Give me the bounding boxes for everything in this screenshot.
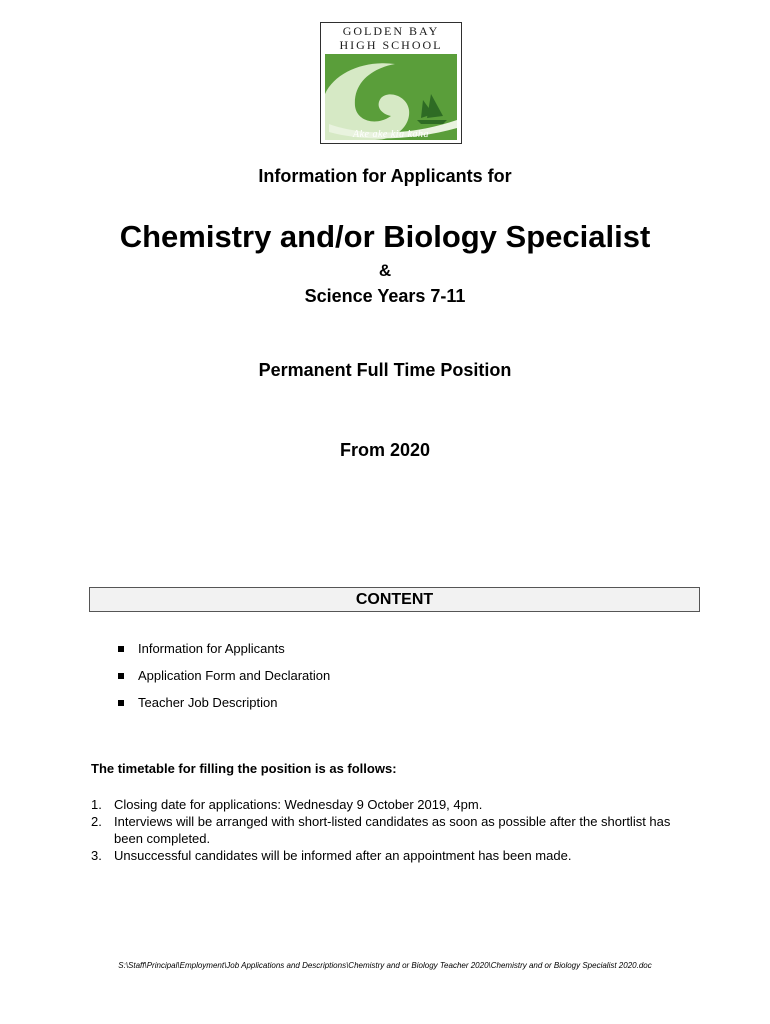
school-logo — [320, 22, 462, 144]
timetable-step — [91, 847, 671, 864]
list-item — [118, 694, 330, 721]
logo-school-name-line1: GOLDEN BAY — [342, 24, 440, 38]
title-ampersand: & — [378, 261, 392, 280]
timetable-step — [91, 813, 671, 847]
bullet-square-icon — [118, 673, 124, 679]
content-list — [118, 640, 330, 721]
step-text: Interviews will be arranged with short-listed candidates as soon as possible after the shortlist has been completed. — [114, 814, 671, 846]
list-item-label: Teacher Job Description — [138, 695, 278, 710]
intro-heading: Information for Applicants for — [258, 166, 512, 186]
step-number: 3. — [91, 848, 102, 863]
content-heading-box — [89, 587, 700, 612]
school-crest-wave-icon — [325, 54, 457, 140]
page-subtitle: Science Years 7-11 — [304, 286, 466, 306]
step-text: Unsuccessful candidates will be informed after an appointment has been made. — [114, 848, 572, 863]
step-text: Closing date for applications: Wednesday 9 October 2019, 4pm. — [114, 797, 483, 812]
bullet-square-icon — [118, 700, 124, 706]
timetable-step — [91, 796, 671, 813]
logo-school-name-line2: HIGH SCHOOL — [339, 38, 443, 52]
list-item — [118, 640, 330, 667]
page-title: Chemistry and/or Biology Specialist — [119, 219, 651, 254]
timetable-steps — [91, 796, 671, 864]
bullet-square-icon — [118, 646, 124, 652]
position-type: Permanent Full Time Position — [258, 360, 512, 380]
logo-motto: Ake ake kia kaha — [352, 129, 430, 140]
list-item — [118, 667, 330, 694]
start-date: From 2020 — [339, 440, 431, 460]
content-heading: CONTENT — [355, 591, 434, 608]
list-item-label: Information for Applicants — [138, 641, 285, 656]
document-path-footer: S:\Staff\Principal\Employment\Job Applications and Descriptions\Chemistry and or Biology Teacher 2020\Chemistry and or Biology Specialist 2020.doc — [118, 961, 652, 970]
timetable-heading: The timetable for filling the position is as follows: — [91, 761, 397, 776]
step-number: 1. — [91, 797, 102, 812]
list-item-label: Application Form and Declaration — [138, 668, 331, 683]
step-number: 2. — [91, 814, 102, 829]
